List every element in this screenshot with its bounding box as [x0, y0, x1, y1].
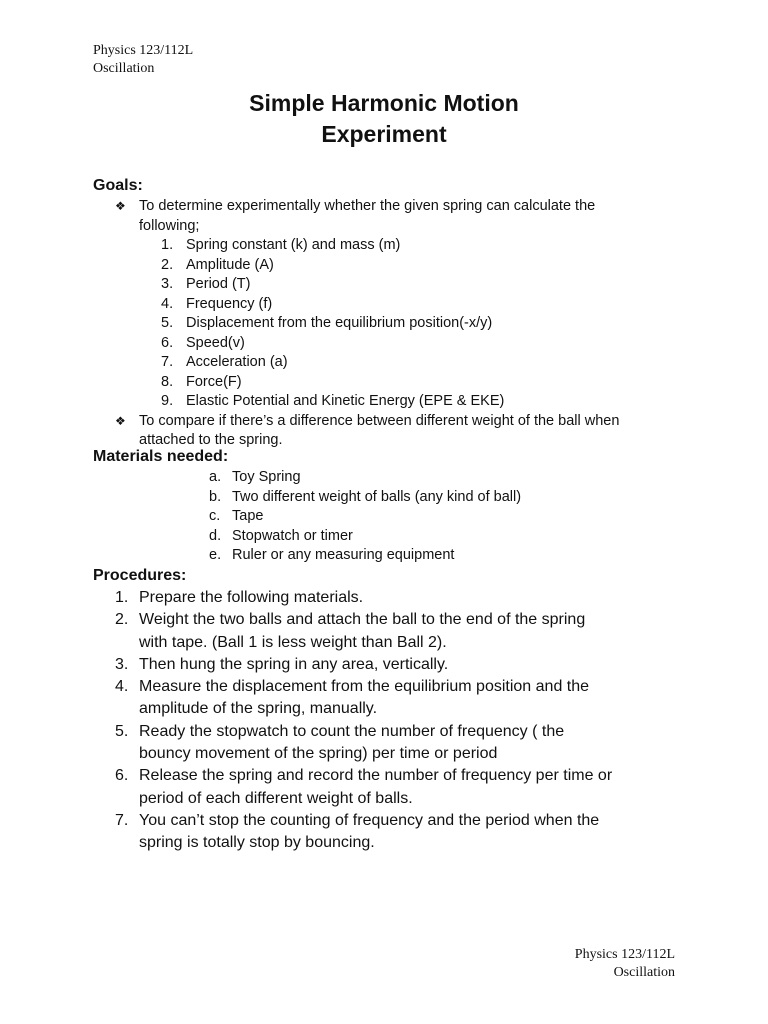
list-item-text: Stopwatch or timer [232, 527, 353, 544]
list-item-text: Tape [232, 508, 264, 524]
list-number: 2. [161, 256, 174, 273]
list-item [93, 236, 693, 256]
procedure-step [93, 765, 693, 810]
step-number: 2. [115, 611, 129, 629]
diamond-bullet-icon: ❖ [115, 199, 126, 213]
materials-heading: Materials needed: [93, 448, 229, 465]
list-number: 1. [161, 237, 174, 253]
step-number: 1. [115, 589, 129, 606]
step-text-2: spring is totally stop by bouncing. [139, 834, 375, 852]
goal-bullet-text-2: following; [139, 217, 200, 234]
list-item-text: Force(F) [186, 373, 242, 390]
list-item [93, 314, 693, 334]
list-item [93, 295, 693, 315]
step-text-1: Measure the displacement from the equilibrium position and the [139, 678, 590, 696]
list-item [93, 546, 693, 566]
step-text-1: Prepare the following materials. [139, 589, 364, 606]
footer-course: Physics 123/112L [574, 947, 675, 962]
list-letter: e. [209, 547, 222, 563]
procedures-list [93, 587, 693, 855]
step-number: 7. [115, 811, 129, 829]
footer-topic: Oscillation [613, 965, 675, 980]
goal-bullet-text-1: To compare if there’s a difference between different weight of the ball when [139, 412, 620, 429]
step-number: 3. [115, 655, 129, 673]
goal-bullet-text-2: attached to the spring. [139, 432, 283, 448]
procedure-step [93, 654, 693, 676]
document-title [0, 88, 768, 150]
step-text-1: Weight the two balls and attach the ball to the end of the spring [139, 611, 586, 629]
step-text-2: bouncy movement of the spring) per time or period [139, 745, 498, 763]
procedure-step [93, 587, 693, 609]
list-item-text: Frequency (f) [186, 295, 273, 312]
list-item-text: Ruler or any measuring equipment [232, 547, 455, 563]
header-course: Physics 123/112L [93, 43, 194, 58]
list-number: 8. [161, 373, 174, 390]
procedures-heading: Procedures: [93, 567, 187, 584]
list-item [93, 334, 693, 354]
list-item [93, 488, 693, 508]
step-number: 6. [115, 767, 129, 785]
list-item [93, 275, 693, 295]
step-text-2: with tape. (Ball 1 is less weight than Ball 2). [139, 633, 447, 651]
list-item [93, 392, 693, 412]
step-number: 4. [115, 678, 129, 696]
list-number: 9. [161, 393, 174, 409]
list-item-text: Spring constant (k) and mass (m) [186, 237, 401, 253]
list-item [93, 507, 693, 527]
list-number: 3. [161, 276, 174, 292]
step-text-2: period of each different weight of balls. [139, 789, 413, 807]
goals-section [93, 176, 693, 451]
list-number: 6. [161, 334, 174, 351]
procedures-section [93, 566, 693, 855]
diamond-bullet-icon: ❖ [115, 413, 126, 428]
list-item-text: Speed(v) [186, 334, 245, 351]
materials-section [93, 447, 693, 566]
list-item-text: Displacement from the equilibrium position(-x/y) [186, 315, 493, 331]
procedure-step [93, 676, 693, 721]
materials-list [93, 468, 693, 566]
list-item [93, 373, 693, 393]
list-item-text: Acceleration (a) [186, 354, 288, 370]
procedure-step [93, 810, 693, 855]
list-letter: a. [209, 469, 222, 485]
title-line-2: Experiment [321, 121, 447, 147]
goal-bullet-text-1: To determine experimentally whether the given spring can calculate the [139, 198, 596, 214]
step-text-2: amplitude of the spring, manually. [139, 700, 378, 718]
list-letter: d. [209, 527, 222, 544]
list-number: 5. [161, 315, 174, 331]
step-number: 5. [115, 722, 129, 740]
list-item-text: Two different weight of balls (any kind of ball) [232, 488, 522, 505]
goal-numbered-list [93, 236, 693, 412]
list-number: 7. [161, 354, 174, 370]
page-footer [575, 946, 675, 982]
step-text-1: You can’t stop the counting of frequency and the period when the [139, 811, 600, 829]
list-item-text: Elastic Potential and Kinetic Energy (EPE & EKE) [186, 393, 505, 409]
step-text-1: Then hung the spring in any area, vertically. [139, 655, 449, 673]
list-item-text: Toy Spring [232, 469, 301, 485]
procedure-step [93, 609, 693, 654]
list-letter: b. [209, 488, 222, 505]
title-line-1: Simple Harmonic Motion [249, 90, 519, 116]
procedure-step [93, 721, 693, 766]
list-letter: c. [209, 508, 221, 524]
page-header [93, 42, 193, 78]
step-text-1: Ready the stopwatch to count the number of frequency ( the [139, 722, 565, 740]
list-item-text: Period (T) [186, 276, 251, 292]
list-number: 4. [161, 295, 174, 312]
list-item [93, 256, 693, 276]
list-item [93, 527, 693, 547]
goal-bullet [93, 412, 693, 451]
step-text-1: Release the spring and record the number of frequency per time or [139, 767, 613, 785]
header-topic: Oscillation [93, 61, 155, 76]
goals-heading: Goals: [93, 177, 143, 194]
goal-bullet [93, 197, 693, 236]
list-item [93, 468, 693, 488]
list-item-text: Amplitude (A) [186, 256, 274, 273]
list-item [93, 353, 693, 373]
